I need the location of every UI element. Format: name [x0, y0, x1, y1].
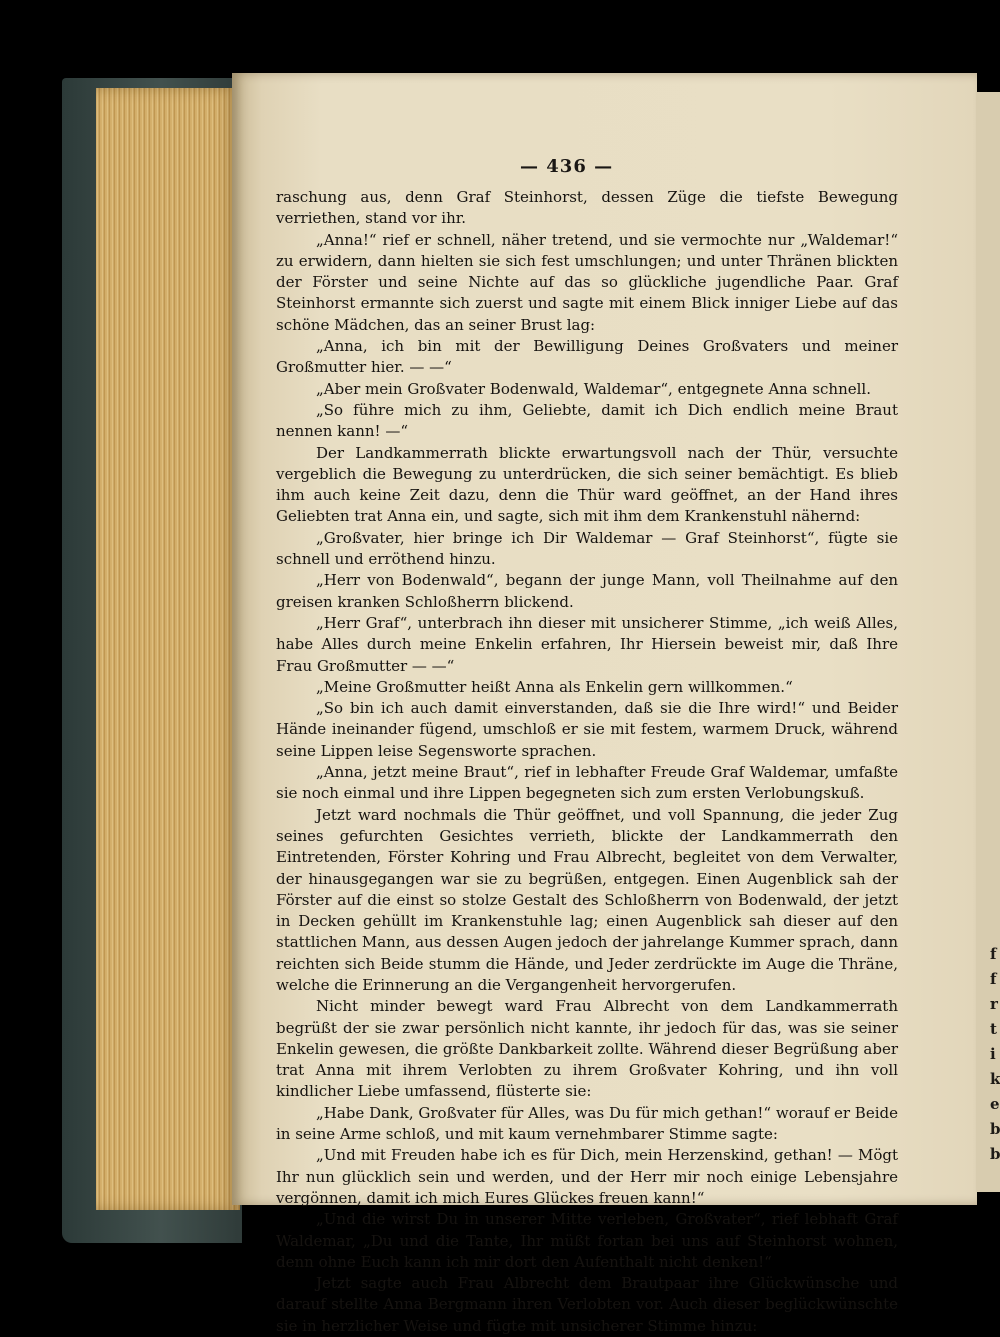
next-page-letter: e: [990, 1095, 1000, 1113]
paragraph: „Herr Graf“, unterbrach ihn dieser mit unsicherer Stimme, „ich weiß Alles, habe Alles durch meine Enkelin erfahren, Ihr Hiersein beweist mir, daß Ihre Frau Großmutter — —“: [276, 613, 898, 675]
next-page-letter: f: [990, 970, 997, 988]
next-page-letter: r: [990, 995, 998, 1013]
paragraph: raschung aus, denn Graf Steinhorst, dessen Züge die tiefste Bewegung verriethen, stand vor ihr.: [276, 188, 898, 228]
page-text: [276, 187, 898, 1337]
next-page-letter: b: [990, 1145, 1000, 1163]
paragraph: „Meine Großmutter heißt Anna als Enkelin gern willkommen.“: [316, 677, 793, 696]
paragraph: „Aber mein Großvater Bodenwald, Waldemar“, entgegnete Anna schnell.: [316, 379, 871, 398]
paragraph: Jetzt sagte auch Frau Albrecht dem Brautpaar ihre Glückwünsche und darauf stellte Anna Bergmann ihren Verlobten vor. Auch dieser beglückwünschte sie in herzlicher Weise und fügte mit unsicherer Stimme hinzu:: [276, 1274, 898, 1335]
paragraph: „Anna, jetzt meine Braut“, rief in lebhafter Freude Graf Waldemar, umfaßte sie noch einmal und ihre Lippen begegneten sich zum ersten Verlobungskuß.: [276, 763, 898, 803]
paragraph: „Anna, ich bin mit der Bewilligung Deines Großvaters und meiner Großmutter hier. — —“: [276, 337, 898, 377]
page-edges: [96, 88, 240, 1210]
next-page-letter: k: [990, 1070, 1000, 1088]
paragraph: „Und mit Freuden habe ich es für Dich, mein Herzenskind, gethan! — Mögt Ihr nun glücklich sein und werden, und der Herr mir noch einige Lebensjahre vergönnen, damit ich mich Eures Glückes freuen kann!“: [276, 1146, 898, 1207]
paragraph: „Habe Dank, Großvater für Alles, was Du für mich gethan!“ worauf er Beide in seine Arme schloß, und mit kaum vernehmbarer Stimme sagte:: [276, 1103, 898, 1144]
paragraph: „Anna!“ rief er schnell, näher tretend, und sie vermochte nur „Waldemar!“ zu erwidern, dann hielten sie sich fest umschlungen; und unter Thränen blickten der Förster und seine Nichte auf das so glückliche jugendliche Paar. Graf Steinhorst ermannte sich zuerst und sagte mit einem Blick inniger Liebe auf das schöne Mädchen, das an seiner Brust lag:: [276, 230, 898, 334]
paragraph: „So führe mich zu ihm, Geliebte, damit ich Dich endlich meine Braut nennen kann! —“: [276, 400, 898, 441]
paragraph: Der Landkammerrath blickte erwartungsvoll nach der Thür, versuchte vergeblich die Bewegung zu unterdrücken, die sich seiner bemächtigt. Es blieb ihm auch keine Zeit dazu, denn die Thür ward geöffnet, an der Hand ihres Geliebten trat Anna ein, und sagte, sich mit ihm dem Krankenstuhl nähernd:: [276, 443, 898, 526]
page-number: — 436 —: [520, 156, 614, 177]
paragraph: „Und die wirst Du in unserer Mitte verleben, Großvater“, rief lebhaft Graf Waldemar, „Du und die Tante, Ihr müßt fortan bei uns auf Steinhorst wohnen, denn ohne Euch kann ich mir dort den Aufenthalt nicht denken!“: [276, 1210, 898, 1271]
next-page-letter: i: [990, 1045, 996, 1063]
next-page-letter: f: [990, 945, 997, 963]
paragraph: „Herr von Bodenwald“, begann der junge Mann, voll Theilnahme auf den greisen kranken Schloßherrn blickend.: [276, 571, 898, 611]
next-page-letter: b: [990, 1120, 1000, 1138]
paragraph: „Großvater, hier bringe ich Dir Waldemar — Graf Steinhorst“, fügte sie schnell und erröthend hinzu.: [276, 528, 898, 569]
paragraph: Jetzt ward nochmals die Thür geöffnet, und voll Spannung, die jeder Zug seines gefurchten Gesichtes verrieth, blickte der Landkammerrath den Eintretenden, Förster Kohring und Frau Albrecht, begleitet von dem Verwalter, der hinausgegangen war sie zu begrüßen, entgegen. Einen Augenblick sah der Förster auf die einst so stolze Gestalt des Schloßherrn von Bodenwald, der jetzt in Decken gehüllt im Krankenstuhle lag; einen Augenblick sah dieser auf den stattlichen Mann, aus dessen Augen jedoch der jahrelange Kummer sprach, dann reichten sich Beide stumm die Hände, und Jeder zerdrückte im Auge die Thräne, welche die Erinnerung an die Vergangenheit hervorgerufen.: [276, 805, 898, 994]
next-page-letter: t: [990, 1020, 997, 1038]
next-page-edge: [976, 92, 1000, 1192]
paragraph: „So bin ich auch damit einverstanden, daß sie die Ihre wird!“ und Beider Hände ineinander fügend, umschloß er sie mit festem, warmem Druck, während seine Lippen leise Segensworte sprachen.: [276, 699, 898, 760]
paragraph: Nicht minder bewegt ward Frau Albrecht von dem Landkammerrath begrüßt der sie zwar persönlich nicht kannte, ihr jedoch für das, was sie seiner Enkelin gewesen, die größte Dankbarkeit zollte. Während dieser Begrüßung aber trat Anna mit ihrem Verlobten zu ihrem Großvater Kohring, und ihn voll kindlicher Liebe umfassend, flüsterte sie:: [276, 997, 898, 1101]
